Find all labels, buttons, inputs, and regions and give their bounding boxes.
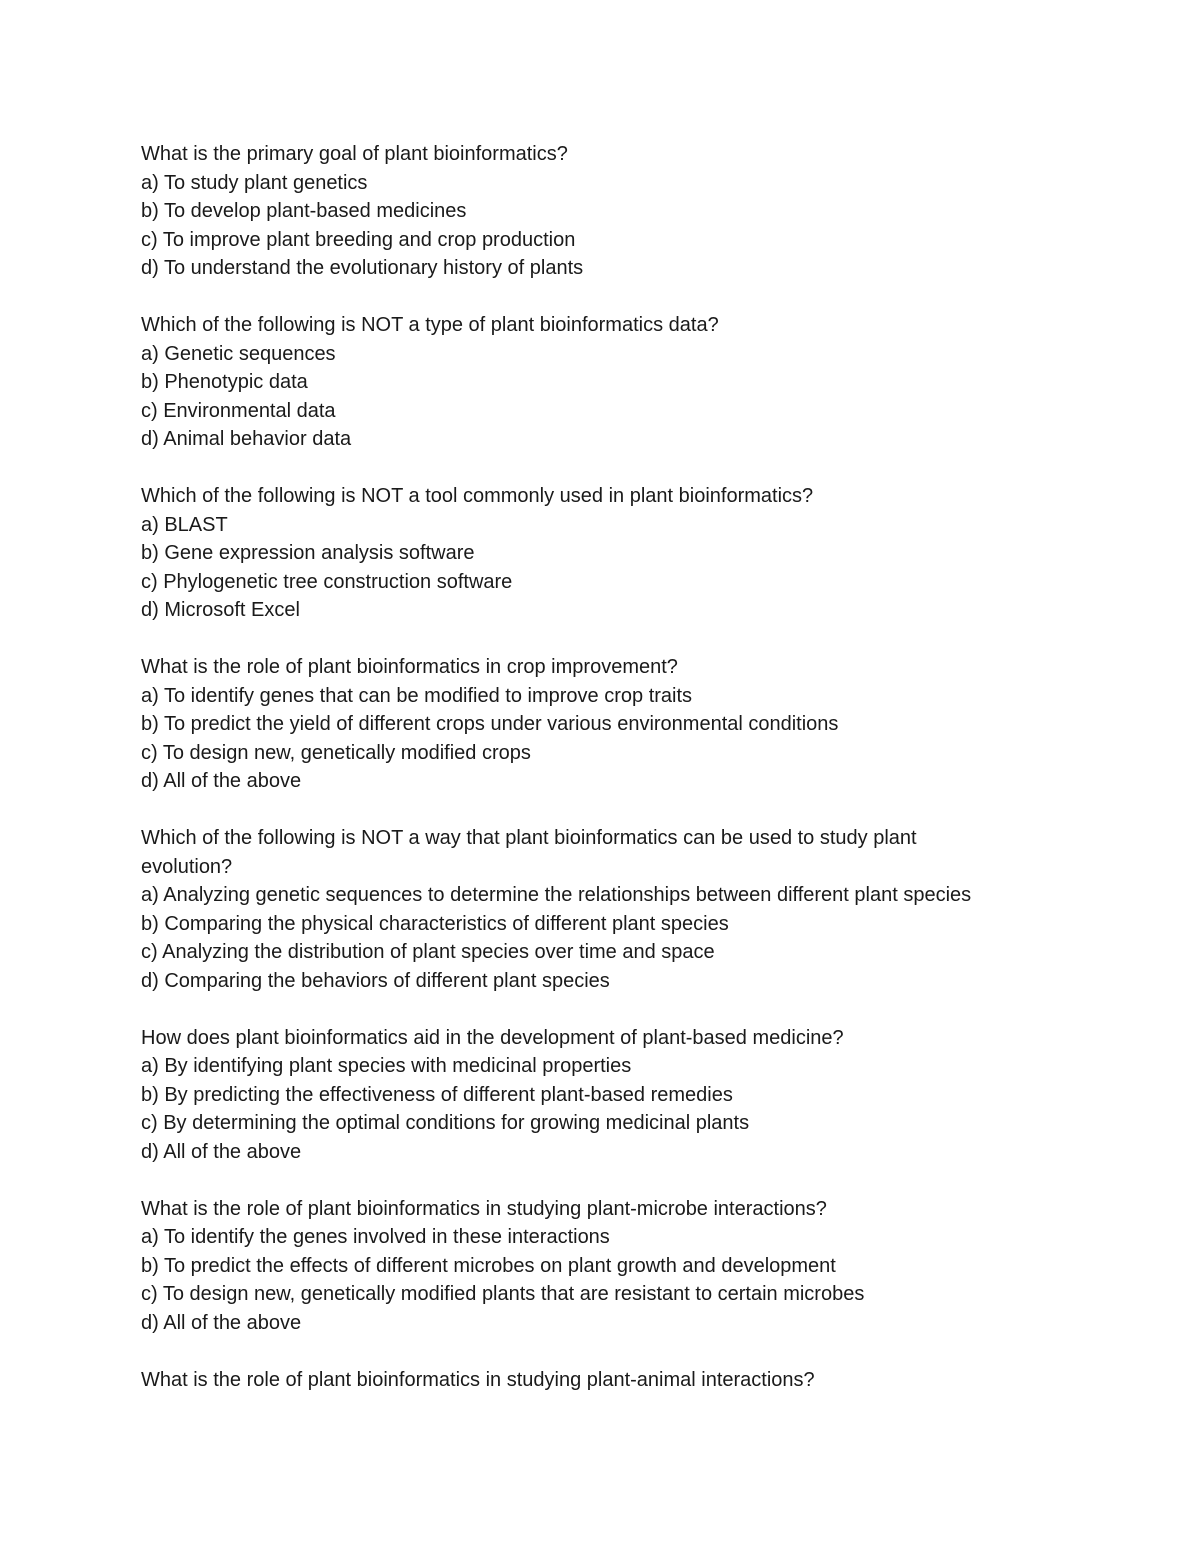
question-block (141, 311, 1061, 454)
answer-option: a) To identify the genes involved in these interactions (141, 1226, 610, 1248)
answer-option: b) Phenotypic data (141, 371, 308, 393)
answer-option: b) Gene expression analysis software (141, 542, 475, 564)
question-text-line: evolution? (141, 855, 233, 878)
question-block (141, 482, 1061, 625)
answer-option: c) To improve plant breeding and crop production (141, 228, 576, 251)
question-block (141, 1195, 1061, 1338)
answer-option: b) To develop plant-based medicines (141, 200, 467, 222)
answer-option: d) All of the above (141, 1140, 302, 1163)
answer-option: c) Environmental data (141, 399, 336, 422)
answer-option: a) To identify genes that can be modified to improve crop traits (141, 684, 693, 707)
answer-option: c) Phylogenetic tree construction software (141, 570, 513, 593)
question-text: What is the role of plant bioinformatics in studying plant-microbe interactions? (141, 1197, 827, 1220)
question-block (141, 1024, 1061, 1167)
answer-option: b) To predict the effects of different microbes on plant growth and development (141, 1254, 836, 1277)
answer-option: b) Comparing the physical characteristics of different plant species (141, 912, 729, 935)
answer-option: d) Animal behavior data (141, 428, 352, 450)
question-text: What is the primary goal of plant bioinformatics? (141, 143, 568, 165)
answer-option: a) By identifying plant species with medicinal properties (141, 1055, 632, 1077)
answer-option: d) Microsoft Excel (141, 599, 300, 621)
answer-option: d) To understand the evolutionary history of plants (141, 257, 584, 279)
answer-option: c) By determining the optimal conditions for growing medicinal plants (141, 1112, 750, 1134)
question-text: Which of the following is NOT a type of plant bioinformatics data? (141, 314, 719, 336)
question-text: What is the role of plant bioinformatics in studying plant-animal interactions? (141, 1368, 815, 1391)
answer-option: c) To design new, genetically modified plants that are resistant to certain microbes (141, 1283, 865, 1305)
answer-option: a) To study plant genetics (141, 171, 368, 194)
answer-option: c) Analyzing the distribution of plant species over time and space (141, 941, 715, 963)
answer-option: b) To predict the yield of different crops under various environmental conditions (141, 713, 839, 735)
answer-option: d) All of the above (141, 1311, 302, 1334)
answer-option: a) BLAST (141, 513, 228, 536)
question-text: Which of the following is NOT a tool commonly used in plant bioinformatics? (141, 485, 814, 507)
question-text: How does plant bioinformatics aid in the development of plant-based medicine? (141, 1026, 844, 1049)
question-block (141, 1366, 1061, 1395)
answer-option: d) Comparing the behaviors of different plant species (141, 969, 610, 992)
question-text-line: Which of the following is NOT a way that plant bioinformatics can be used to study plant (141, 827, 917, 849)
question-block (141, 653, 1061, 796)
answer-option: c) To design new, genetically modified crops (141, 741, 531, 764)
question-block (141, 824, 1061, 995)
answer-option: a) Analyzing genetic sequences to determine the relationships between different plant species (141, 884, 972, 906)
answer-option: b) By predicting the effectiveness of different plant-based remedies (141, 1083, 733, 1106)
document-body (141, 140, 1061, 1423)
answer-option: d) All of the above (141, 770, 302, 792)
question-text: What is the role of plant bioinformatics in crop improvement? (141, 656, 678, 678)
question-block (141, 140, 1061, 283)
answer-option: a) Genetic sequences (141, 342, 336, 365)
